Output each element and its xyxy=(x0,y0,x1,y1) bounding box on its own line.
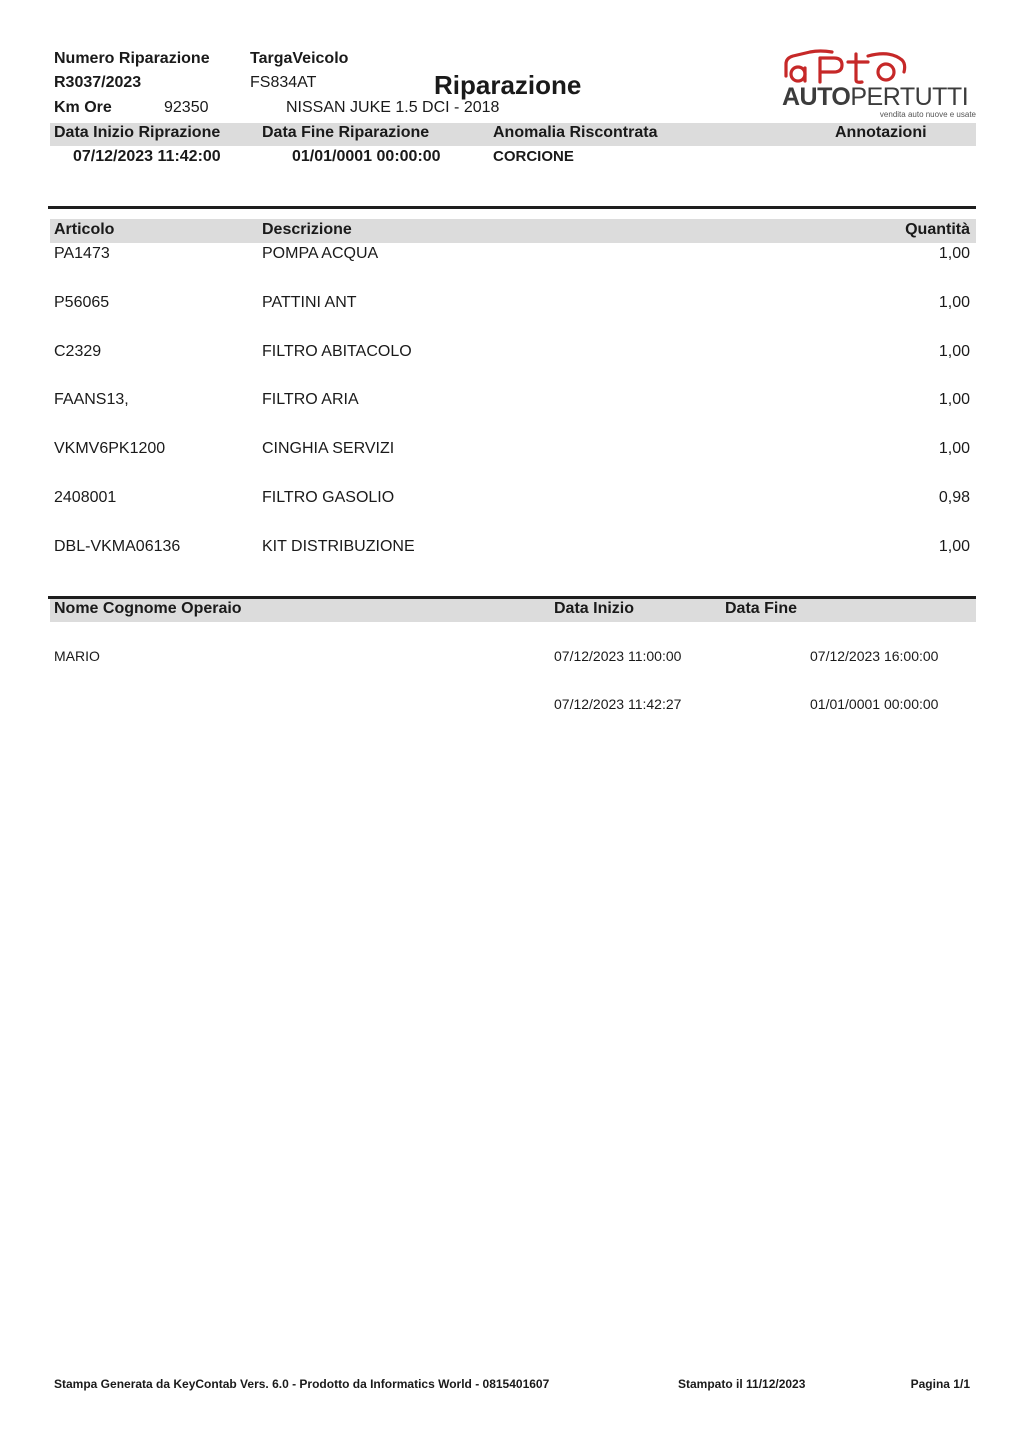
operaio-data-fine-header: Data Fine xyxy=(725,600,798,617)
articoli-header-band xyxy=(50,219,976,243)
divider xyxy=(48,206,976,209)
quantita-cell: 1,00 xyxy=(938,440,970,457)
numero-riparazione-value: R3037/2023 xyxy=(54,74,142,91)
data-inizio-header: Data Inizio Riprazione xyxy=(54,124,221,141)
footer-generated: Stampa Generata da KeyContab Vers. 6.0 - Prodotto da Informatics World - 0815401607 xyxy=(54,1377,550,1391)
descrizione-cell: CINGHIA SERVIZI xyxy=(262,440,395,457)
veicolo-value: NISSAN JUKE 1.5 DCI - 2018 xyxy=(286,99,500,116)
footer-printed: Stampato il 11/12/2023 xyxy=(678,1377,806,1391)
page-title: Riparazione xyxy=(434,70,582,100)
descrizione-cell: POMPA ACQUA xyxy=(262,245,379,262)
anomalia-value: CORCIONE xyxy=(493,148,574,165)
descrizione-cell: FILTRO GASOLIO xyxy=(262,489,395,506)
targa-label: TargaVeicolo xyxy=(250,50,349,67)
quantita-cell: 1,00 xyxy=(938,538,970,555)
logo-brand xyxy=(782,85,968,110)
quantita-cell: 1,00 xyxy=(938,245,970,262)
descrizione-cell: FILTRO ABITACOLO xyxy=(262,343,412,360)
descrizione-cell: FILTRO ARIA xyxy=(262,391,359,408)
operaio-data-inizio-cell: 07/12/2023 11:42:27 xyxy=(554,696,682,712)
articolo-cell: C2329 xyxy=(54,343,102,360)
descrizione-header: Descrizione xyxy=(262,221,352,238)
quantita-cell: 1,00 xyxy=(938,294,970,311)
operaio-data-fine-cell: 07/12/2023 16:00:00 xyxy=(810,648,939,664)
logo-tagline: vendita auto nuove e usate xyxy=(879,110,976,119)
articolo-cell: DBL-VKMA06136 xyxy=(54,538,181,555)
data-inizio-value: 07/12/2023 11:42:00 xyxy=(73,148,221,165)
descrizione-cell: PATTINI ANT xyxy=(262,294,357,311)
nome-operaio-header: Nome Cognome Operaio xyxy=(54,600,242,617)
descrizione-cell: KIT DISTRIBUZIONE xyxy=(262,538,415,555)
logo-brand-bold: AUTO xyxy=(782,83,851,111)
km-ore-label: Km Ore xyxy=(54,99,112,116)
operaio-data-inizio-header: Data Inizio xyxy=(554,600,635,617)
articolo-header: Articolo xyxy=(54,221,115,238)
operaio-data-inizio-cell: 07/12/2023 11:00:00 xyxy=(554,648,682,664)
targa-value: FS834AT xyxy=(250,74,317,91)
data-fine-value: 01/01/0001 00:00:00 xyxy=(292,148,441,165)
quantita-cell: 1,00 xyxy=(938,343,970,360)
operaio-nome-cell: MARIO xyxy=(54,648,100,664)
operaio-data-fine-cell: 01/01/0001 00:00:00 xyxy=(810,696,939,712)
quantita-cell: 1,00 xyxy=(938,391,970,408)
numero-riparazione-label: Numero Riparazione xyxy=(54,50,210,67)
quantita-cell: 0,98 xyxy=(938,489,970,506)
articolo-cell: FAANS13, xyxy=(54,391,129,408)
articolo-cell: PA1473 xyxy=(54,245,110,262)
articolo-cell: VKMV6PK1200 xyxy=(54,440,166,457)
logo-brand-light: PERTUTTI xyxy=(850,83,969,111)
annotazioni-header: Annotazioni xyxy=(835,124,927,141)
km-ore-value: 92350 xyxy=(164,99,209,116)
data-fine-header: Data Fine Riparazione xyxy=(262,124,430,141)
articolo-cell: 2408001 xyxy=(54,489,117,506)
quantita-header: Quantità xyxy=(905,221,970,238)
company-logo xyxy=(778,46,978,124)
anomalia-header: Anomalia Riscontrata xyxy=(493,124,658,141)
footer-page: Pagina 1/1 xyxy=(910,1377,970,1391)
car-logo-icon xyxy=(780,46,910,86)
articolo-cell: P56065 xyxy=(54,294,110,311)
